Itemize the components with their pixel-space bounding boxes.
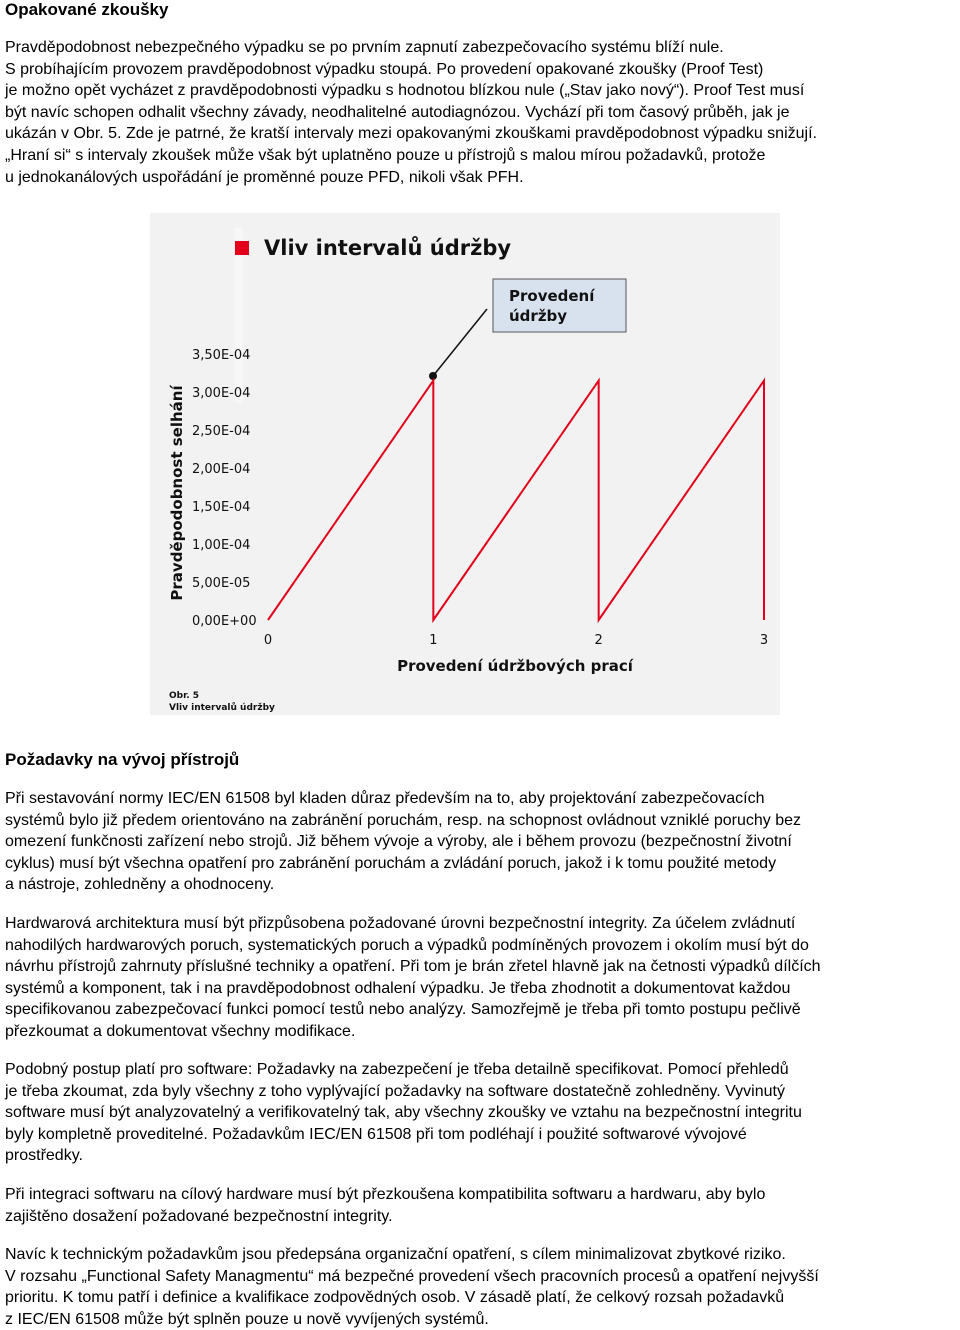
text-line: a nástroje, zohledněny a ohodnoceny. <box>5 876 275 894</box>
text-line: specifikovanou zabezpečovací funkci pomocí testů nebo analýzy. Samozřejmě je třeba při tomto postupu pečlivě <box>5 1001 801 1019</box>
y-tick-label: 0,00E+00 <box>192 614 257 629</box>
text-line: omezení funkčnosti zařízení nebo strojů. Již během vývoje a výroby, ale i během provozu (bezpečnostní životní <box>5 833 792 851</box>
text-line: prioritu. K tomu patří i definice a kvalifikace zodpovědných osob. V zásadě platí, že celkový rozsah požadavků <box>5 1289 785 1307</box>
text-line: Při integraci softwaru na cílový hardware musí být přezkoušena kompatibilita softwaru a hardwaru, aby bylo <box>5 1186 766 1203</box>
text-line: je třeba zkoumat, zda byly všechny z toho vyplývající požadavky na software dostatečně zohledněny. Vyvinutý <box>5 1082 785 1100</box>
figure-caption-text: Vliv intervalů údržby <box>169 703 275 713</box>
paragraph-proof-tests <box>5 37 960 188</box>
text-line: Navíc k technickým požadavkům jsou předepsána organizační opatření, s cílem minimalizovat zbytkové riziko. <box>5 1246 786 1263</box>
annotation-line-2: údržby <box>509 307 568 325</box>
paragraph-standard-emphasis <box>5 788 960 896</box>
text-line: systémů bylo již předem orientováno na zabránění poruchám, resp. na schopnost ovládnout vzniklé poruchy bez <box>5 811 802 829</box>
text-line: přezkoumat a dokumentovat všechny modifikace. <box>5 1022 356 1040</box>
section-heading-device-development: Požadavky na vývoj přístrojů <box>5 750 240 769</box>
x-tick-label: 2 <box>594 633 603 648</box>
y-tick-label: 3,00E-04 <box>192 386 251 401</box>
text-line: u jednokanálových uspořádání je proměnné pouze PFD, nikoli však PFH. <box>5 168 524 186</box>
y-tick-label: 3,50E-04 <box>192 348 251 363</box>
y-tick-label: 1,50E-04 <box>192 500 251 515</box>
text-line: Podobný postup platí pro software: Požadavky na zabezpečení je třeba detailně specifikovat. Pomocí přehledů <box>5 1061 789 1078</box>
text-line: Hardwarová architektura musí být přizpůsobena požadované úrovni bezpečnostní integrity. Za účelem zvládnutí <box>5 915 796 932</box>
text-line: S probíhajícím provozem pravděpodobnost výpadku stoupá. Po provedení opakované zkoušky (Proof Test) <box>5 60 764 78</box>
paragraph-integration <box>5 1184 960 1227</box>
text-line: Pravděpodobnost nebezpečného výpadku se po prvním zapnutí zabezpečovacího systému blíží nule. <box>5 39 724 56</box>
section-heading-proof-tests: Opakované zkoušky <box>5 0 169 19</box>
y-tick-label: 1,00E-04 <box>192 538 251 553</box>
text-line: „Hraní si“ s intervaly zkoušek může však být uplatněno pouze u přístrojů s malou mírou požadavků, protože <box>5 146 766 164</box>
chart-series <box>268 381 764 620</box>
text-line: z IEC/EN 61508 může být splněn pouze u nově vyvíjených systémů. <box>5 1310 489 1328</box>
text-line: návrhu přístrojů zahrnuty příslušné techniky a opatření. Při tom je brán zřetel hlavně jak na četnosti výpadků dílčích <box>5 958 821 976</box>
x-axis-ticks <box>264 633 768 648</box>
figure-maintenance-interval <box>150 213 780 715</box>
text-line: systémů a komponent, tak i na pravděpodobnost odhalení výpadku. Je třeba zhodnotit a dokumentovat každou <box>5 979 791 997</box>
annotation-pointer <box>433 309 487 376</box>
paragraph-organizational-measures <box>5 1244 960 1330</box>
x-tick-label: 1 <box>429 633 438 648</box>
y-axis-label: Pravděpodobnost selhání <box>168 385 186 601</box>
x-tick-label: 3 <box>759 633 769 648</box>
text-line: prostředky. <box>5 1147 83 1165</box>
series-line <box>268 381 764 620</box>
text-line: zajištěno dosažení požadované bezpečnostní integrity. <box>5 1207 393 1225</box>
text-line: Při sestavování normy IEC/EN 61508 byl kladen důraz především na to, aby projektování zabezpečovacích <box>5 790 765 807</box>
y-axis-ticks <box>192 348 257 629</box>
text-line: software musí být analyzovatelný a verifikovatelný tak, aby všechny zkoušky ve vztahu na bezpečnostní integritu <box>5 1104 802 1122</box>
y-tick-label: 2,50E-04 <box>192 424 251 439</box>
annotation-line-1: Provedení <box>509 287 595 305</box>
paragraph-software <box>5 1059 960 1167</box>
x-tick-label: 0 <box>263 633 273 648</box>
title-marker-icon <box>235 241 249 255</box>
y-tick-label: 5,00E-05 <box>192 576 251 591</box>
text-line: V rozsahu „Functional Safety Managmentu“ má bezpečné provedení všech pracovních procesů a opatření nejvyšší <box>5 1267 819 1285</box>
text-line: byly kompletně proveditelné. Požadavkům IEC/EN 61508 při tom podléhají i použité softwarové vývojové <box>5 1125 747 1143</box>
text-line: nahodilých hardwarových poruch, systematických poruch a výpadků podmíněných provozem i okolím musí být do <box>5 936 809 954</box>
figure-title: Vliv intervalů údržby <box>264 236 512 260</box>
paragraph-hardware-architecture <box>5 913 960 1043</box>
text-line: ukázán v Obr. 5. Zde je patrné, že kratší intervaly mezi opakovanými zkouškami pravděpodobnost výpadku snižují. <box>5 125 817 143</box>
chart-svg <box>150 213 780 715</box>
x-axis-label: Provedení údržbových prací <box>397 657 633 675</box>
text-line: být navíc schopen odhalit všechny závady, neodhalitelné autodiagnózou. Vychází při tom časový průběh, jak je <box>5 103 790 121</box>
text-line: cyklus) musí být všechna opatření pro zabránění poruchám a zvládání poruch, jakož i k tomu použité metody <box>5 854 777 872</box>
annotation-pointer-dot <box>429 372 437 380</box>
figure-caption-number: Obr. 5 <box>169 691 200 701</box>
text-line: je možno opět vycházet z pravděpodobnosti výpadku s hodnotou blízkou nule („Stav jako nový“). Proof Test musí <box>5 82 805 100</box>
y-tick-label: 2,00E-04 <box>192 462 251 477</box>
